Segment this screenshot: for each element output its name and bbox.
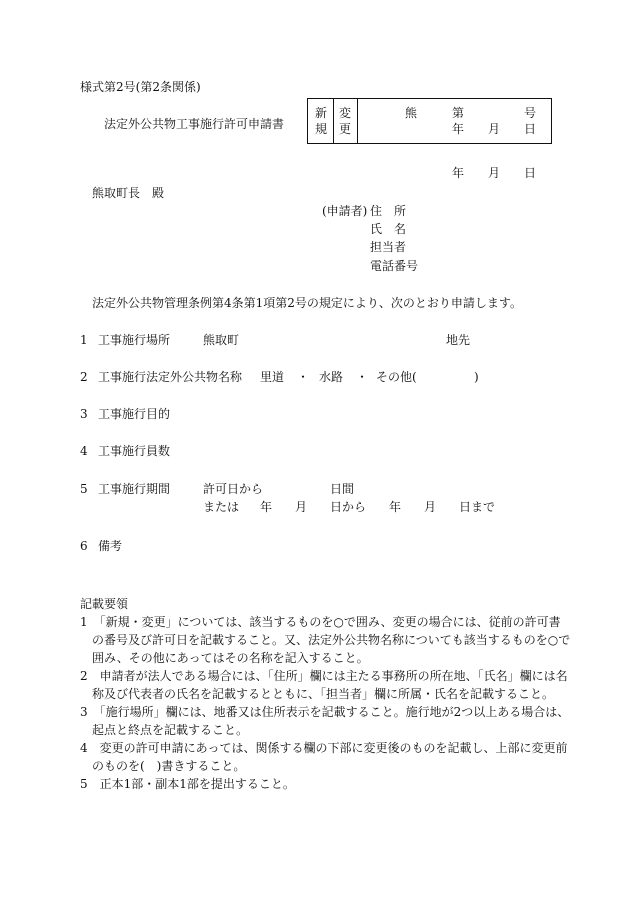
permit-month: 月 (488, 122, 501, 136)
intro-text: 法定外公共物管理条例第4条第1項第2号の規定により、次のとおり申請します。 (92, 296, 522, 310)
item-4-number: 4 (80, 444, 88, 458)
item-2-option-suiro: 水路 (319, 370, 344, 384)
item-5-from-permit: 許可日から (203, 482, 264, 496)
permit-day: 日 (524, 122, 537, 136)
status-new-char-2: 規 (315, 122, 328, 136)
item-5-or: または (203, 500, 240, 514)
item-2-option-satomichi: 里道 (260, 370, 285, 384)
status-box-divider (357, 98, 358, 143)
note-line: 囲み、その他にあってはその名称を記入すること。 (80, 651, 369, 665)
note-line: 5 正本1部・副本1部を提出すること。 (80, 777, 295, 791)
note-line: の番号及び許可日を記載すること。又、法定外公共物名称についても該当するものを○で (80, 633, 571, 647)
applicant-phone-label: 電話番号 (370, 259, 419, 273)
item-5-month-2: 月 (424, 500, 437, 514)
status-box-divider (333, 98, 334, 143)
document-title: 法定外公共物工事施行許可申請書 (104, 117, 285, 131)
status-change-char-1: 変 (339, 106, 352, 120)
item-1-label: 工事施行場所 (98, 333, 171, 347)
item-3-number: 3 (80, 407, 88, 421)
note-line: 2 申請者が法人である場合には、「住所」欄には主たる事務所の所在地、「氏名」欄には名 (80, 669, 568, 683)
item-5-days: 日間 (330, 482, 355, 496)
item-6-number: 6 (80, 539, 88, 553)
permit-dai: 第 (452, 106, 465, 120)
item-2-close-paren: ) (474, 370, 479, 384)
applicant-prefix: (申請者) (322, 204, 368, 218)
permit-year: 年 (452, 122, 465, 136)
notes-heading: 記載要領 (80, 597, 129, 611)
item-5-number: 5 (80, 482, 88, 496)
note-line: のものを( )書きすること。 (80, 759, 246, 773)
item-5-from-day: 日から (330, 500, 367, 514)
item-2-label: 工事施行法定外公共物名称 (98, 370, 243, 384)
permit-prefix: 熊 (405, 106, 418, 120)
note-line: 3 「施行場所」欄には、地番又は住所表示を記載すること。施行地が2つ以上ある場合は、 (80, 705, 570, 719)
applicant-name-label: 氏 名 (370, 222, 407, 236)
applicant-address-label: 住 所 (370, 204, 407, 218)
addressee: 熊取町長 殿 (92, 186, 165, 200)
note-line: 起点と終点を記載すること。 (80, 723, 249, 737)
item-2-option-other: その他( (376, 370, 417, 384)
item-5-label: 工事施行期間 (98, 482, 171, 496)
date-day: 日 (524, 166, 537, 180)
note-line: 称及び代表者の氏名を記載するとともに、「担当者」欄に所属・氏名を記載すること。 (80, 687, 555, 701)
item-6-label: 備考 (98, 539, 123, 553)
status-new-char-1: 新 (315, 106, 328, 120)
item-3-label: 工事施行目的 (98, 407, 171, 421)
note-line: 1 「新規・変更」については、該当するものを○で囲み、変更の場合には、従前の許可書 (80, 615, 561, 629)
item-5-year-2: 年 (389, 500, 402, 514)
item-2-number: 2 (80, 370, 88, 384)
item-1-tail: 地先 (446, 333, 471, 347)
item-4-label: 工事施行員数 (98, 444, 171, 458)
applicant-person-label: 担当者 (370, 240, 407, 254)
note-line: 4 変更の許可申請にあっては、関係する欄の下部に変更後のものを記載し、上部に変更前 (80, 741, 568, 755)
item-2-separator: ・ (297, 370, 310, 384)
notes-section (80, 595, 570, 793)
date-month: 月 (488, 166, 501, 180)
item-1-town: 熊取町 (203, 333, 240, 347)
date-year: 年 (452, 166, 465, 180)
permit-go: 号 (524, 106, 537, 120)
item-2-separator: ・ (356, 370, 369, 384)
status-change-char-2: 更 (339, 122, 352, 136)
item-1-number: 1 (80, 333, 88, 347)
form-number: 様式第2号(第2条関係) (80, 80, 201, 94)
item-5-year-1: 年 (260, 500, 273, 514)
item-5-month-1: 月 (295, 500, 308, 514)
item-5-until-day: 日まで (459, 500, 496, 514)
